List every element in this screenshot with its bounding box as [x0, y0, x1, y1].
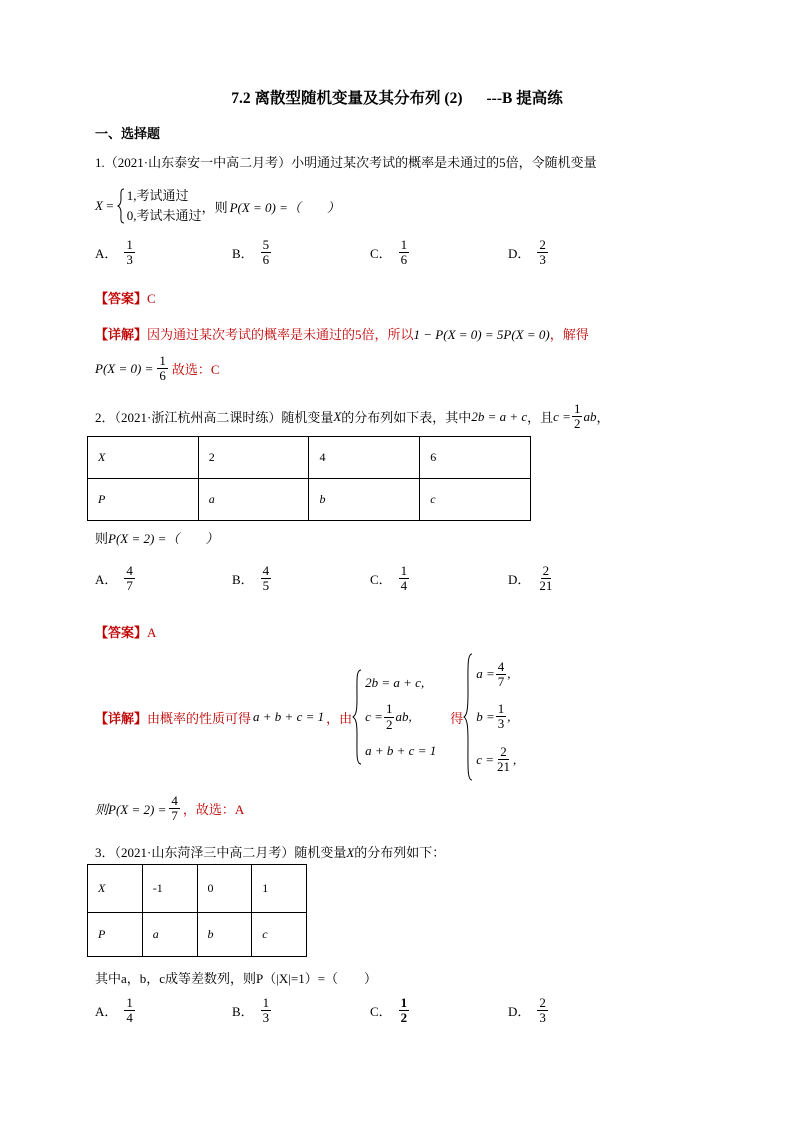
q1-option-a[interactable]: A． $\frac{1}{3}$ [95, 237, 133, 268]
q1-option-b[interactable]: B． $\frac{5}{6}$ [232, 237, 270, 268]
q2-equation-system: 2b = a + c, c = $\frac{1}{2}$ ab, a + b + c = 1 [352, 669, 436, 765]
table-row: P a b c [88, 913, 307, 957]
q1-detail: 【详解】因为通过某次考试的概率是未通过的5倍，所以1 − P(X = 0) = 5P(X = 0)，解得 [95, 327, 589, 342]
left-brace-icon [463, 653, 473, 781]
q2-solution-system: a = $\frac{4}{7}$ , b = $\frac{1}{3}$ , c = $\frac{2}{21}$ , [463, 653, 516, 781]
q1-detail-result: P(X = 0) = $\frac{1}{6}$ 故选：C [95, 353, 220, 384]
q3-distribution-table [87, 864, 307, 957]
q2-option-d[interactable]: D． $\frac{2}{21}$ [508, 563, 553, 594]
q3-stem: 3．（2021·山东菏泽三中高二月考）随机变量X的分布列如下： [95, 845, 446, 860]
table-row: P a b c [88, 479, 531, 521]
q2-option-b[interactable]: B． $\frac{4}{5}$ [232, 563, 270, 594]
table-row: X -1 0 1 [88, 865, 307, 913]
q2-option-c[interactable]: C． $\frac{1}{4}$ [370, 563, 408, 594]
q1-answer: 【答案】C [95, 291, 156, 306]
q3-option-a[interactable]: A． $\frac{1}{4}$ [95, 995, 133, 1026]
table-row: X 2 4 6 [88, 437, 531, 479]
q2-option-a[interactable]: A． $\frac{4}{7}$ [95, 563, 133, 594]
left-brace-icon [352, 669, 362, 765]
q1-option-c[interactable]: C． $\frac{1}{6}$ [370, 237, 408, 268]
q3-option-b[interactable]: B． $\frac{1}{3}$ [232, 995, 270, 1026]
q2-distribution-table [87, 436, 531, 521]
section-heading: 一、选择题 [95, 126, 161, 141]
q3-question: 其中a，b，c成等差数列，则P（|X|=1）=（ ） [95, 971, 378, 986]
q2-detail: 【详解】 由概率的性质可得 a + b + c = 1 ，由 2b = a + c, c = $\frac{1}{2}$ ab, a + b + c = 1 得 a = $\frac{4}{7}$ , b = $\frac{1}{3}$ , c = $\frac{2}{21}$ , [95, 652, 516, 782]
q2-conclusion: 则P(X = 2) = $\frac{4}{7}$ ，故选：A [95, 793, 245, 824]
q1-definition: X = 1,考试通过 0,考试未通过 ，则 P(X = 0) =（ ） [95, 188, 340, 223]
q1-option-d[interactable]: D． $\frac{2}{3}$ [508, 237, 546, 268]
q2-answer: 【答案】A [95, 625, 157, 640]
q3-option-d[interactable]: D． $\frac{2}{3}$ [508, 995, 546, 1026]
left-brace-icon [117, 188, 125, 224]
q2-question: 则P(X = 2) =（ ） [95, 531, 219, 546]
page-title: 7.2 离散型随机变量及其分布列 (2) ---B 提高练 [231, 90, 563, 107]
q1-stem: 1.（2021·山东泰安一中高二月考）小明通过某次考试的概率是未通过的5倍，令随机变量 [95, 155, 597, 170]
q3-option-c[interactable]: C． $\frac{1}{2}$ [370, 995, 408, 1026]
q2-stem: 2．（2021·浙江杭州高二课时练）随机变量 X 的分布列如下表，其中 2b = a + c ，且 c = $\frac{1}{2}$ ab ， [95, 401, 610, 432]
